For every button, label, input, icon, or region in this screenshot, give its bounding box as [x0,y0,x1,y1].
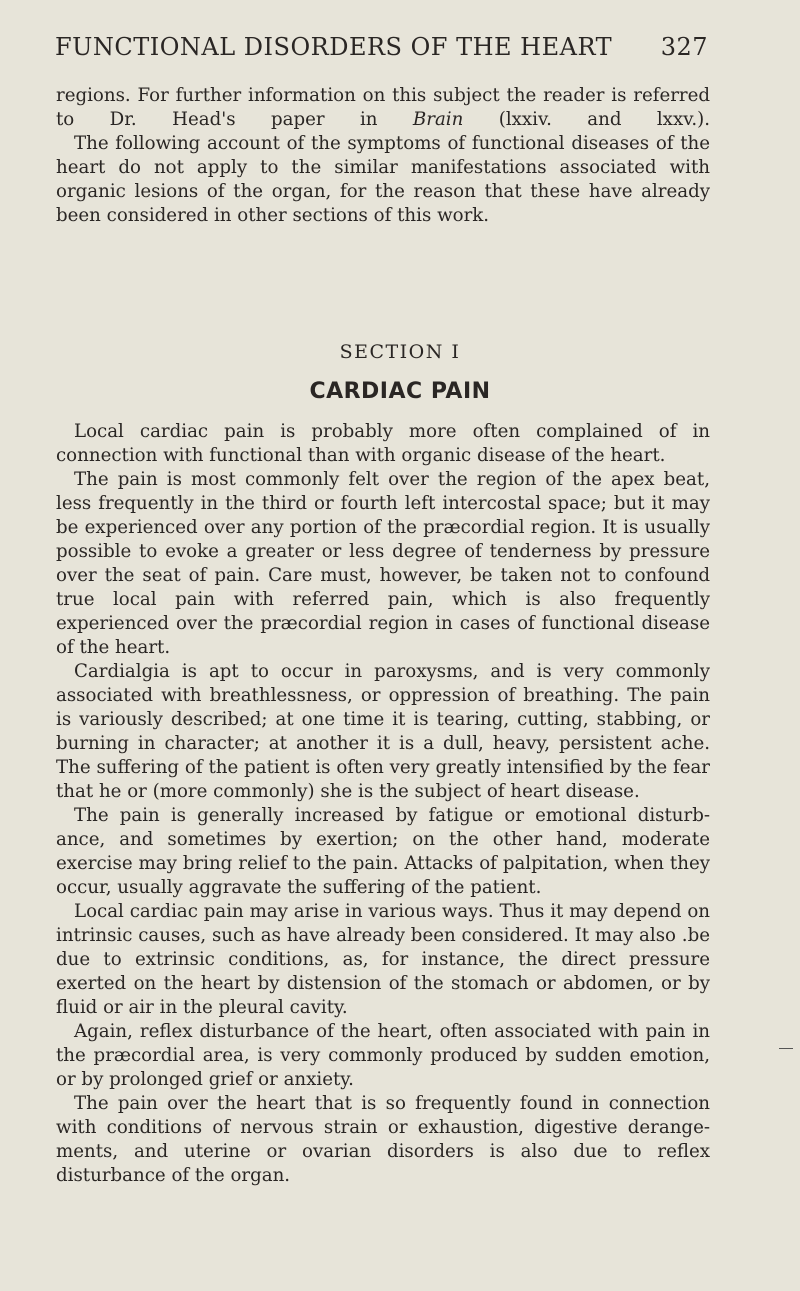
intro-text [56,84,710,228]
intro-p1-end: (lxxiv. and lxxv.). [498,109,710,130]
body-paragraph-2: The pain is most commonly felt over the region of the apex beat, less frequently in the third or fourth left intercostal space; but it may be experienced over any portion of the præcordial region. It is usually possible to evoke a greater or less degree of tenderness by pressure over the seat of pain. Care must, however, be taken not to confound true local pain with referred pain, which is also frequently experienced over the præcordial region in cases of functional disease of the heart. [56,469,710,658]
section-title: CARDIAC PAIN [309,379,491,404]
intro-p1-text: regions. For further information on this subject the reader is referred to Dr. Head's paper in [56,85,710,130]
running-head [55,33,708,67]
body-paragraph-4: The pain is generally increased by fatigue or emotional disturb-ance, and sometimes by exertion; on the other hand, moderate exercise may bring relief to the pain. Attacks of palpitation, when they occur, usually aggravate the suffering of the patient. [56,805,710,898]
margin-mark [779,1048,793,1049]
body-paragraph-6: Again, reflex disturbance of the heart, often associated with pain in the præcordial area, is very commonly produced by sudden emotion, or by prolonged grief or anxiety. [56,1021,710,1090]
body-text [56,420,710,1188]
body-paragraph-5: Local cardiac pain may arise in various ways. Thus it may depend on intrinsic causes, such as have already been considered. It may also .be due to extrinsic conditions, as, for instance, the direct pressure exerted on the heart by distension of the stomach or abdomen, or by fluid or air in the pleural cavity. [56,901,710,1018]
running-title: FUNCTIONAL DISORDERS OF THE HEART [55,33,613,61]
section-label: SECTION I [339,341,461,363]
intro-paragraph-2: The following account of the symptoms of functional diseases of the heart do not apply to the similar manifestations associated with organic lesions of the organ, for the reason that these have already been considered in other sections of this work. [56,133,710,226]
journal-title: Brain [412,109,464,130]
body-paragraph-1: Local cardiac pain is probably more often complained of in connection with functional than with organic disease of the heart. [56,421,710,466]
body-paragraph-7: The pain over the heart that is so frequently found in connection with conditions of nervous strain or exhaustion, digestive derange-ments, and uterine or ovarian disorders is also due to reflex disturbance of the organ. [56,1093,710,1186]
page-number: 327 [660,33,708,61]
intro-paragraph-1 [56,84,710,132]
body-paragraph-3: Cardialgia is apt to occur in paroxysms, and is very commonly associated with breathlessness, or oppression of breathing. The pain is variously described; at one time it is tearing, cutting, stabbing, or burning in character; at another it is a dull, heavy, persistent ache. The suffering of the patient is often very greatly intensified by the fear that he or (more commonly) she is the subject of heart disease. [56,661,710,802]
